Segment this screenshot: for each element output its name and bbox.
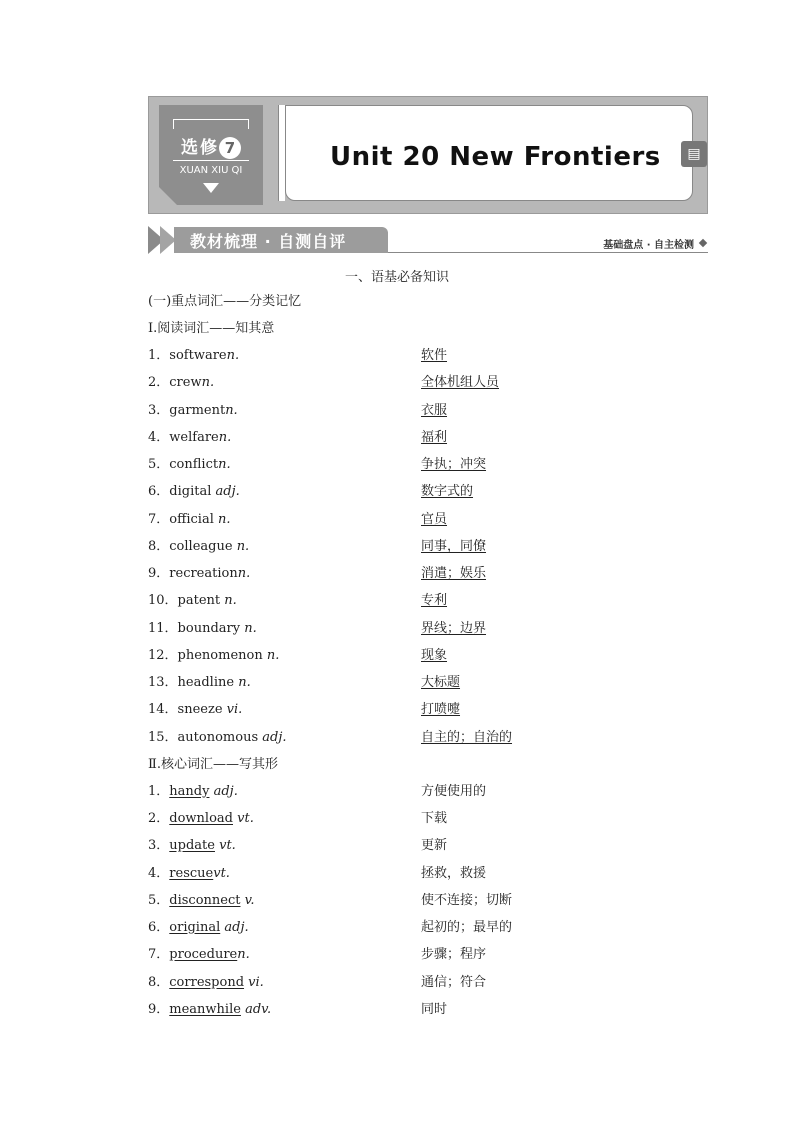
word-meaning: 衣服 (421, 403, 448, 418)
unit-banner (148, 96, 708, 214)
page-heading: 一、语基必备知识 (344, 270, 449, 285)
section-title: 教材梳理 · 自测自评 (190, 232, 347, 251)
section-divider (388, 252, 708, 253)
word-meaning: 同时 (421, 1002, 448, 1017)
section-bar (148, 226, 708, 254)
diamond-icon (699, 239, 707, 247)
list-item: 7．proceduren. (148, 947, 250, 962)
word-meaning: 官员 (421, 512, 448, 527)
list-item: 2．crewn. (148, 375, 215, 390)
word-meaning: 消遣；娱乐 (421, 566, 487, 581)
list-item: 5．disconnect v. (148, 893, 255, 908)
list-item: 1．softwaren. (148, 348, 240, 363)
list-item: 12．phenomenon n. (148, 648, 280, 663)
word-meaning: 方便使用的 (421, 784, 487, 799)
module-badge (159, 105, 263, 205)
list-item: 14．sneeze vi. (148, 702, 243, 717)
list-item: 5．conflictn. (148, 457, 231, 472)
word-meaning: 拯救，救援 (421, 866, 487, 881)
badge-ornament (173, 119, 249, 129)
book-icon: ▤ (681, 141, 707, 167)
section-subtitle: 基础盘点 · 自主检测 (603, 240, 694, 251)
part-2-title: Ⅱ.核心词汇——写其形 (148, 757, 278, 772)
word-meaning: 福利 (421, 430, 448, 445)
title-box (285, 105, 693, 201)
word-meaning: 自主的；自治的 (421, 730, 513, 745)
part-1-title: Ⅰ.阅读词汇——知其意 (148, 321, 275, 336)
word-meaning: 专利 (421, 593, 448, 608)
list-item: 13．headline n. (148, 675, 251, 690)
word-meaning: 步骤；程序 (421, 947, 487, 962)
word-meaning: 界线；边界 (421, 621, 487, 636)
list-item: 15．autonomous adj. (148, 730, 287, 745)
word-meaning: 现象 (421, 648, 448, 663)
unit-title: Unit 20 New Frontiers (330, 142, 661, 172)
list-item: 3．garmentn. (148, 403, 238, 418)
list-item: 8．colleague n. (148, 539, 250, 554)
badge-label: 选修 7 (173, 133, 249, 159)
badge-pinyin: XUAN XIU QI (179, 165, 243, 176)
list-item: 11．boundary n. (148, 621, 257, 636)
word-meaning: 大标题 (421, 675, 461, 690)
badge-fold (159, 187, 177, 205)
badge-arrow-icon (203, 183, 219, 193)
word-meaning: 使不连接；切断 (421, 893, 513, 908)
word-meaning: 争执；冲突 (421, 457, 487, 472)
list-item: 10．patent n. (148, 593, 237, 608)
word-meaning: 数字式的 (421, 484, 474, 499)
list-item: 4．welfaren. (148, 430, 232, 445)
list-item: 2．download vt. (148, 811, 254, 826)
list-item: 6．digital adj. (148, 484, 240, 499)
word-meaning: 同事，同僚 (421, 539, 487, 554)
list-item: 9．meanwhile adv. (148, 1002, 272, 1017)
list-item: 4．rescuevt. (148, 866, 230, 881)
word-meaning: 下载 (421, 811, 448, 826)
badge-rule (173, 160, 249, 161)
subheading: (一)重点词汇——分类记忆 (148, 294, 302, 309)
word-meaning: 更新 (421, 838, 448, 853)
badge-number: 7 (219, 137, 241, 159)
word-meaning: 全体机组人员 (421, 375, 500, 390)
list-item: 6．original adj. (148, 920, 249, 935)
word-meaning: 起初的；最早的 (421, 920, 513, 935)
list-item: 8．correspond vi. (148, 975, 264, 990)
word-meaning: 打喷嚏 (421, 702, 461, 717)
list-item: 7．official n. (148, 512, 231, 527)
word-meaning: 通信；符合 (421, 975, 487, 990)
list-item: 3．update vt. (148, 838, 236, 853)
list-item: 9．recreationn. (148, 566, 251, 581)
list-item: 1．handy adj. (148, 784, 238, 799)
word-meaning: 软件 (421, 348, 448, 363)
